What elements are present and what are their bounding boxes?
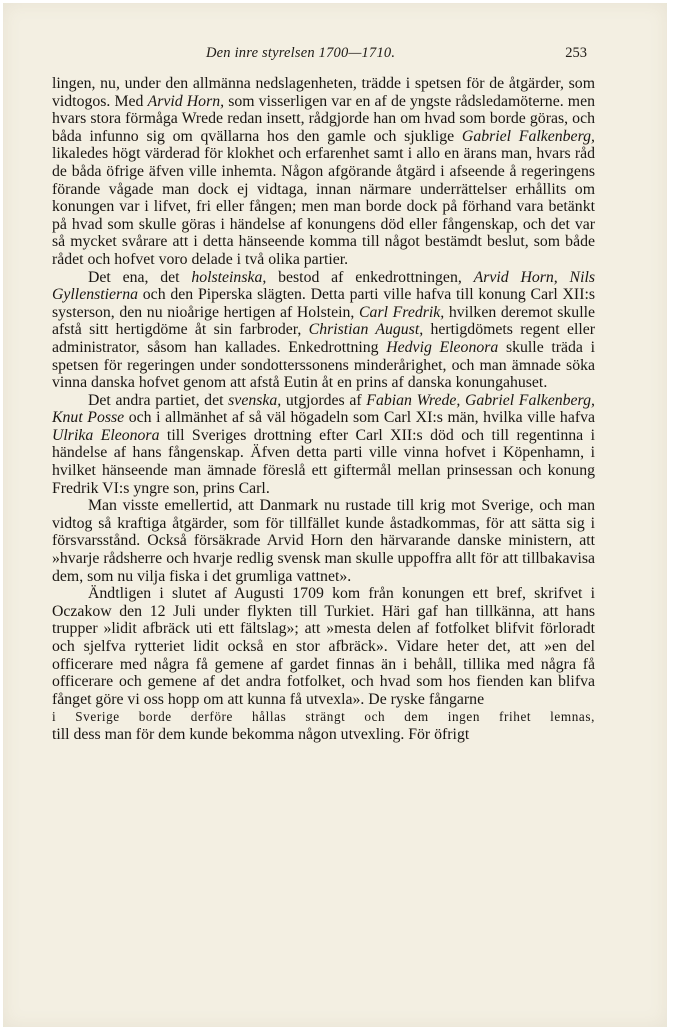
italic-name: Hedvig Eleonora	[386, 338, 499, 356]
italic-name: Christian August,	[308, 321, 424, 339]
paragraph	[52, 269, 595, 392]
italic-name: Arvid Horn, Nils Gyllenstierna	[52, 268, 595, 304]
page-header	[3, 41, 667, 63]
text-run: som visserligen var en af de yngste rådsledamöterne. men hvars stora förmåga Wrede redan insett, rådgjorde han om hvad som borde göras, och båda infunno sig om qvällarna hos den gamle och sjuklige	[52, 92, 595, 145]
text-run: Det andra partiet, det	[88, 391, 229, 409]
text-run: Man visste emellertid, att Danmark nu rustade till krig mot Sverige, och man vidtog så kraftiga åtgärder, som för tillfället kunde åstadkommas, för att sätta sig i försvarsstånd. Också försäkrade Arvid Horn den härvarande danske ministern, att »hvarje rådsherre och hvarje redlig svensk man skulle uppoffra allt för att tillbakavisa dem, som nu vilja fiska i det grumliga vattnet».	[52, 497, 595, 585]
text-run: utgjordes af	[281, 391, 367, 409]
page-number: 253	[565, 45, 587, 61]
text-run: och den Piperska slägten. Detta parti ville hafva till konung Carl XII:s systerson, den nu nioårige hertigen af Holstein,	[52, 286, 595, 321]
text-run: till Sveriges drottning efter Carl XII:s död och till regentinna i händelse af hans fångenskap. Äfven detta parti ville vinna hofvet i Köpenhamn, i hvilket hänseende man ämnade föreslå ett giftermål mellan prinsessan och konung Fredrik VI:s yngre son, prins Carl.	[52, 426, 595, 497]
italic-name: holsteinska,	[191, 268, 267, 286]
text-run: hertigdömets regent eller administrator, såsom han kallades. Enkedrottning	[52, 321, 596, 356]
text-run: likaledes högt värderad för klokhet och erfarenhet samt i allo en ärans man, hvars råd de båda öfrige äfven ville inhemta. Någon afgörande åtgärd i afseende å regeringens förande vågade man dock ej vidtaga, innan närmare underrättelser erhållits om konungen var i lifvet, fri eller fången; men man borde dock på förhand vara betänkt på hvad som skulle göras i händelse af konungens död eller fångenskap, och det var så mycket svårare att i detta hänseende komma till något bestämdt beslut, som både rådet och hofvet voro delade i två olika partier.	[52, 145, 595, 268]
italic-name: svenska,	[228, 391, 282, 409]
book-page	[3, 3, 667, 1027]
text-run: hvilken deremot skulle afstå sitt hertigdöme åt sin farbroder,	[52, 303, 595, 339]
paragraph	[52, 392, 595, 498]
paragraph	[52, 585, 595, 708]
text-run: Det ena, det	[88, 268, 192, 286]
body-text	[52, 75, 595, 744]
final-line: till dess man för dem kunde bekomma någon utvexling. För öfrigt	[52, 725, 470, 743]
text-run: Ändtligen i slutet af Augusti 1709 kom från konungen ett bref, skrifvet i Oczakow den 12 Juli under flykten till Turkiet. Häri gaf han tillkänna, att hans trupper »lidit afbräck uti ett fältslag»; att »mesta delen af fotfolket blifvit förloradt och sjelfva rytteriet lidit också en stor afbräck». Vidare heter det, att »en del officerare med några få gemene af gardet finnas än i behåll, tillika med några få officerare och gemene af det andra fotfolket, och hvad som hos fienden kan blifva fånget göre vi oss hopp om att kunna få utvexla». De ryske fångarne	[52, 585, 595, 708]
text-run: bestod af enkedrottningen,	[266, 268, 474, 286]
running-head: Den inre styrelsen 1700—1710.	[206, 45, 396, 61]
italic-name: Carl Fredrik,	[359, 303, 445, 321]
italic-name: Gabriel Falkenberg,	[461, 127, 595, 145]
small-type-line: i Sverige borde derföre hållas strängt och dem ingen frihet lemnas,	[52, 709, 595, 725]
text-run: skulle träda i spetsen för regeringen under sondotterssonens minderårighet, och man ämnade söka vinna danska hofvet genom att afstå Eutin åt en prins af danska konungahuset.	[52, 338, 595, 392]
italic-name: Arvid Horn,	[147, 92, 225, 110]
paragraph	[52, 75, 595, 269]
italic-name: Ulrika Eleonora	[52, 426, 160, 444]
paragraph	[52, 497, 595, 585]
last-paragraph-tail	[52, 708, 595, 743]
text-run: och i allmänhet af så väl högadeln som Carl XI:s män, hvilka ville hafva	[124, 409, 595, 427]
paragraphs	[52, 75, 595, 708]
italic-name: Fabian Wrede, Gabriel Falkenberg, Knut Posse	[52, 391, 595, 427]
text-run: lingen, nu, under den allmänna nedslagenheten, trädde i spetsen för de åtgärder, som vidtogos. Med	[52, 75, 595, 110]
